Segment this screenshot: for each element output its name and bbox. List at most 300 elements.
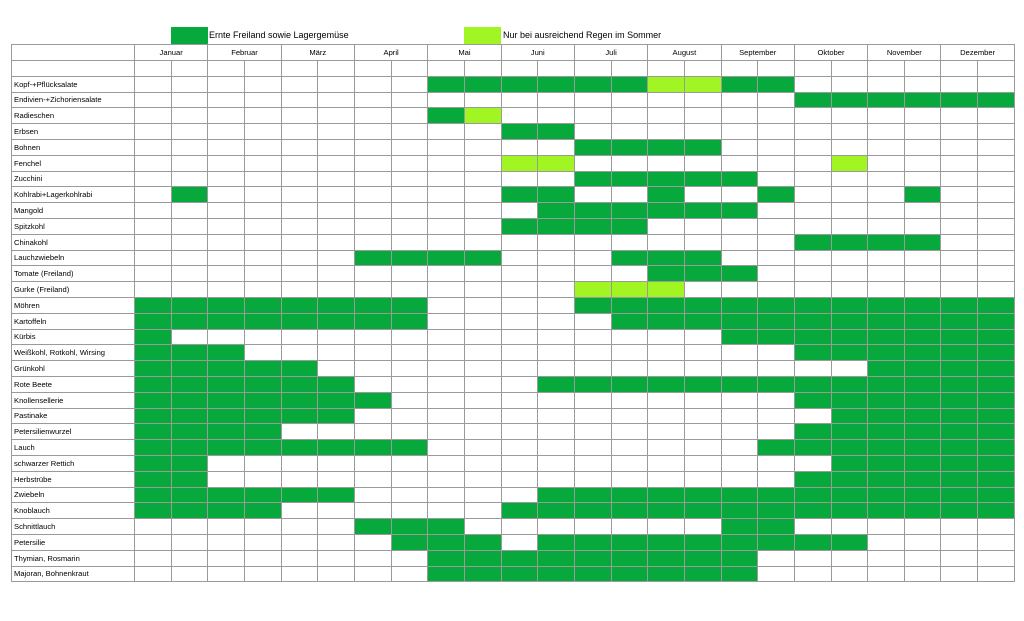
empty-cell [978,203,1015,219]
harvest-cell [831,534,868,550]
empty-cell [391,282,428,298]
empty-cell [538,392,575,408]
vegetable-row [12,282,1015,298]
empty-cell [978,171,1015,187]
vegetable-name: Knoblauch [12,503,135,519]
empty-cell [464,376,501,392]
empty-cell [978,250,1015,266]
harvest-cell [831,471,868,487]
harvest-cell [354,519,391,535]
harvest-cell [904,392,941,408]
empty-cell [574,187,611,203]
empty-cell [354,187,391,203]
empty-cell [758,392,795,408]
harvest-cell [868,376,905,392]
vegetable-name: Kohlrabi+Lagerkohlrabi [12,187,135,203]
empty-cell [978,519,1015,535]
harvest-cell [611,566,648,582]
harvest-cell [244,361,281,377]
empty-cell [611,408,648,424]
harvest-cell [978,487,1015,503]
harvest-cell [208,440,245,456]
empty-cell [758,250,795,266]
empty-cell [574,361,611,377]
spacer-cell [428,60,465,76]
empty-cell [318,424,355,440]
empty-cell [978,550,1015,566]
empty-cell [611,392,648,408]
empty-cell [538,234,575,250]
harvest-cell [318,392,355,408]
harvest-cell [648,297,685,313]
empty-cell [574,471,611,487]
empty-cell [354,534,391,550]
harvest-cell [244,376,281,392]
empty-cell [208,139,245,155]
harvest-cell [501,503,538,519]
vegetable-name: Tomate (Freiland) [12,266,135,282]
harvest-cell [794,92,831,108]
harvest-cell [868,392,905,408]
empty-cell [428,329,465,345]
harvest-cell [135,329,172,345]
empty-cell [501,329,538,345]
empty-cell [171,124,208,140]
harvest-cell [721,329,758,345]
harvest-cell [318,297,355,313]
empty-cell [941,139,978,155]
empty-cell [428,203,465,219]
empty-cell [904,218,941,234]
vegetable-name: Thymian, Rosmarin [12,550,135,566]
harvest-cell [978,440,1015,456]
empty-cell [501,361,538,377]
harvest-cell [611,503,648,519]
harvest-cell [208,345,245,361]
harvest-cell [318,408,355,424]
empty-cell [135,139,172,155]
empty-cell [831,218,868,234]
empty-cell [941,76,978,92]
empty-cell [941,250,978,266]
empty-cell [904,519,941,535]
empty-cell [391,503,428,519]
harvest-cell [684,503,721,519]
empty-cell [978,108,1015,124]
empty-cell [281,503,318,519]
spacer-cell [244,60,281,76]
harvest-cell [135,361,172,377]
empty-cell [428,124,465,140]
harvest-cell [135,503,172,519]
empty-cell [574,250,611,266]
empty-cell [281,92,318,108]
empty-cell [428,503,465,519]
harvest-cell [868,297,905,313]
rain-only-cell [831,155,868,171]
empty-cell [391,329,428,345]
spacer-cell [538,60,575,76]
empty-cell [281,124,318,140]
harvest-cell [868,487,905,503]
empty-cell [758,234,795,250]
empty-cell [281,76,318,92]
month-header: März [281,45,354,61]
empty-cell [904,203,941,219]
empty-cell [428,297,465,313]
harvest-cell [281,408,318,424]
empty-cell [758,408,795,424]
vegetable-name: Radieschen [12,108,135,124]
empty-cell [501,455,538,471]
empty-cell [721,455,758,471]
empty-cell [868,250,905,266]
empty-cell [281,566,318,582]
harvest-cell [904,297,941,313]
empty-cell [721,187,758,203]
empty-cell [281,550,318,566]
harvest-cell [244,313,281,329]
harvest-cell [904,361,941,377]
harvest-cell [794,376,831,392]
harvest-cell [721,266,758,282]
empty-cell [574,519,611,535]
rain-only-cell [464,108,501,124]
harvest-cell [244,424,281,440]
empty-cell [428,471,465,487]
empty-cell [171,76,208,92]
vegetable-row [12,266,1015,282]
harvest-cell [208,424,245,440]
empty-cell [171,534,208,550]
empty-cell [281,424,318,440]
empty-cell [281,266,318,282]
empty-cell [354,266,391,282]
empty-cell [428,234,465,250]
empty-cell [244,234,281,250]
spacer-cell [318,60,355,76]
harvest-cell [648,313,685,329]
harvest-cell [684,297,721,313]
empty-cell [648,440,685,456]
empty-cell [171,329,208,345]
empty-cell [354,234,391,250]
harvest-cell [904,329,941,345]
empty-cell [318,455,355,471]
harvest-cell [574,139,611,155]
empty-cell [244,519,281,535]
empty-cell [244,108,281,124]
empty-cell [758,266,795,282]
empty-cell [721,92,758,108]
harvest-cell [281,487,318,503]
vegetable-name: Herbstrübe [12,471,135,487]
empty-cell [391,424,428,440]
harvest-cell [978,313,1015,329]
harvest-cell [171,424,208,440]
empty-cell [868,266,905,282]
empty-cell [684,392,721,408]
vegetable-row [12,92,1015,108]
empty-cell [978,234,1015,250]
empty-cell [831,187,868,203]
harvest-calendar-table [11,44,1015,582]
empty-cell [941,566,978,582]
empty-cell [354,155,391,171]
empty-cell [758,203,795,219]
empty-cell [171,203,208,219]
harvest-cell [574,376,611,392]
vegetable-row [12,171,1015,187]
harvest-cell [208,487,245,503]
empty-cell [941,534,978,550]
empty-cell [648,218,685,234]
empty-cell [611,329,648,345]
empty-cell [208,155,245,171]
empty-cell [904,124,941,140]
empty-cell [428,345,465,361]
spacer-cell [354,60,391,76]
empty-cell [354,550,391,566]
harvest-cell [794,471,831,487]
spacer-cell [794,60,831,76]
spacer-cell [611,60,648,76]
empty-cell [794,519,831,535]
empty-cell [208,203,245,219]
harvest-cell [868,408,905,424]
empty-cell [281,155,318,171]
empty-cell [904,550,941,566]
harvest-cell [244,503,281,519]
empty-cell [648,408,685,424]
empty-cell [464,139,501,155]
harvest-cell [171,471,208,487]
empty-cell [135,76,172,92]
empty-cell [941,108,978,124]
empty-cell [391,487,428,503]
harvest-cell [904,408,941,424]
harvest-cell [831,376,868,392]
empty-cell [354,487,391,503]
empty-cell [758,108,795,124]
empty-cell [611,92,648,108]
vegetable-row [12,187,1015,203]
harvest-cell [684,139,721,155]
harvest-cell [171,392,208,408]
empty-cell [684,155,721,171]
vegetable-row [12,218,1015,234]
empty-cell [831,550,868,566]
harvest-cell [758,534,795,550]
harvest-cell [648,250,685,266]
empty-cell [501,171,538,187]
empty-cell [721,440,758,456]
empty-cell [831,566,868,582]
empty-cell [794,550,831,566]
vegetable-name: Chinakohl [12,234,135,250]
empty-cell [868,108,905,124]
spacer-cell [941,60,978,76]
empty-cell [758,471,795,487]
empty-cell [538,171,575,187]
empty-cell [684,424,721,440]
month-header: Januar [135,45,208,61]
empty-cell [868,139,905,155]
harvest-cell [941,376,978,392]
spacer-cell [135,60,172,76]
empty-cell [758,218,795,234]
empty-cell [135,250,172,266]
empty-cell [684,440,721,456]
empty-cell [464,392,501,408]
empty-cell [831,282,868,298]
empty-cell [281,455,318,471]
empty-cell [758,171,795,187]
empty-cell [501,424,538,440]
harvest-cell [135,440,172,456]
empty-cell [464,345,501,361]
harvest-cell [758,503,795,519]
harvest-cell [135,392,172,408]
harvest-cell [758,440,795,456]
empty-cell [501,408,538,424]
harvest-cell [574,203,611,219]
empty-cell [281,519,318,535]
empty-cell [758,139,795,155]
empty-cell [428,361,465,377]
harvest-cell [501,76,538,92]
empty-cell [354,376,391,392]
empty-cell [391,124,428,140]
empty-cell [758,361,795,377]
empty-cell [281,329,318,345]
empty-cell [135,124,172,140]
empty-cell [758,124,795,140]
harvest-cell [574,171,611,187]
vegetable-name: Endivien-+Zichoriensalate [12,92,135,108]
empty-cell [318,155,355,171]
harvest-cell [978,424,1015,440]
empty-cell [941,203,978,219]
empty-cell [244,139,281,155]
empty-cell [428,313,465,329]
vegetable-row [12,519,1015,535]
spacer-cell [648,60,685,76]
empty-cell [721,250,758,266]
harvest-cell [611,139,648,155]
vegetable-row [12,155,1015,171]
empty-cell [758,92,795,108]
spacer-cell [904,60,941,76]
empty-cell [318,139,355,155]
vegetable-name: Knollensellerie [12,392,135,408]
empty-cell [648,155,685,171]
harvest-cell [721,566,758,582]
vegetable-name: Spitzkohl [12,218,135,234]
empty-cell [281,108,318,124]
empty-cell [501,139,538,155]
empty-cell [391,455,428,471]
harvest-cell [611,550,648,566]
vegetable-name: Kürbis [12,329,135,345]
harvest-cell [978,376,1015,392]
empty-cell [135,203,172,219]
empty-cell [868,171,905,187]
harvest-cell [171,361,208,377]
empty-cell [464,234,501,250]
empty-cell [648,455,685,471]
empty-cell [941,171,978,187]
empty-cell [501,313,538,329]
empty-cell [538,282,575,298]
harvest-cell [135,424,172,440]
empty-cell [538,92,575,108]
empty-cell [464,155,501,171]
harvest-cell [244,392,281,408]
empty-cell [758,155,795,171]
vegetable-row [12,345,1015,361]
harvest-cell [208,361,245,377]
harvest-cell [978,471,1015,487]
empty-cell [391,266,428,282]
empty-cell [281,203,318,219]
empty-cell [244,76,281,92]
empty-cell [794,361,831,377]
empty-cell [428,187,465,203]
harvest-cell [135,408,172,424]
empty-cell [281,282,318,298]
empty-cell [464,361,501,377]
empty-cell [794,203,831,219]
empty-cell [611,108,648,124]
vegetable-row [12,487,1015,503]
rain-only-cell [648,76,685,92]
empty-cell [941,155,978,171]
empty-cell [354,282,391,298]
harvest-cell [904,455,941,471]
empty-cell [171,218,208,234]
vegetable-name: Schnittlauch [12,519,135,535]
empty-cell [831,76,868,92]
empty-cell [244,329,281,345]
harvest-cell [244,487,281,503]
empty-cell [978,282,1015,298]
harvest-cell [794,534,831,550]
harvest-cell [978,92,1015,108]
harvest-cell [904,187,941,203]
empty-cell [354,566,391,582]
empty-cell [171,282,208,298]
harvest-cell [428,519,465,535]
harvest-cell [794,503,831,519]
empty-cell [318,124,355,140]
harvest-cell [868,345,905,361]
vegetable-name: Lauch [12,440,135,456]
spacer-cell [208,60,245,76]
harvest-cell [538,187,575,203]
harvest-cell [758,187,795,203]
harvest-cell [464,550,501,566]
empty-cell [464,124,501,140]
empty-cell [318,361,355,377]
harvest-cell [941,92,978,108]
vegetable-row [12,297,1015,313]
harvest-cell [978,408,1015,424]
empty-cell [501,440,538,456]
empty-cell [684,329,721,345]
harvest-cell [831,408,868,424]
empty-cell [941,519,978,535]
